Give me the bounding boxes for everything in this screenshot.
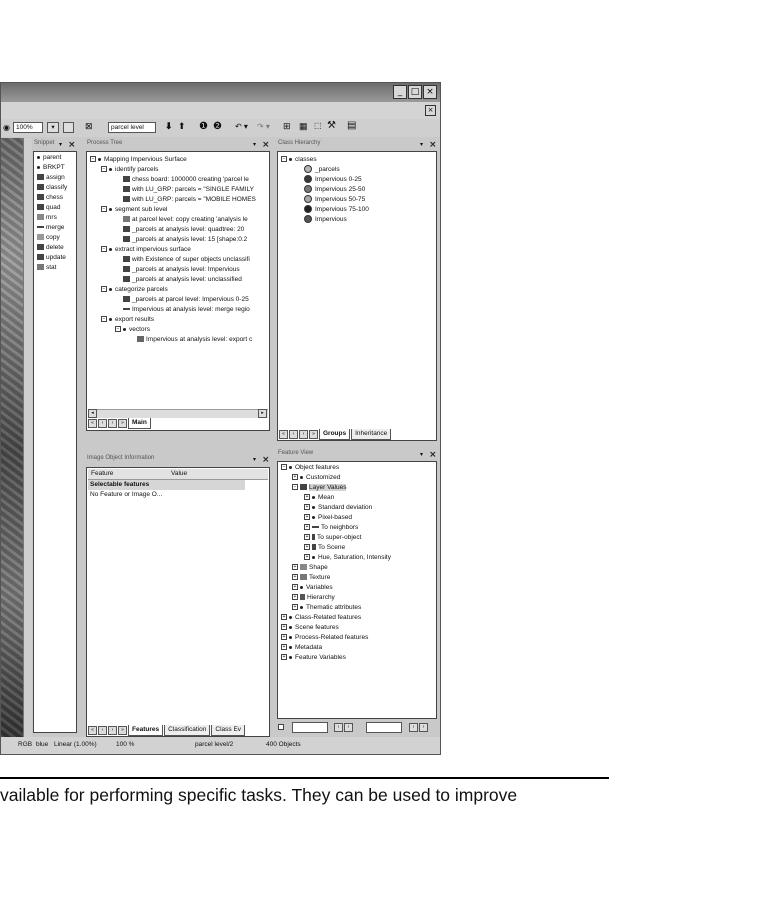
tab-classification[interactable]: Classification xyxy=(164,725,210,736)
class-hierarchy-close-icon[interactable]: × xyxy=(429,140,437,150)
image-view-scrollbar[interactable] xyxy=(23,138,32,738)
tree-node[interactable]: − identify parcels xyxy=(102,166,159,173)
caption-text: vailable for performing specific tasks. They can be used to improve xyxy=(0,785,518,805)
feature-view-close-icon[interactable]: × xyxy=(429,450,437,460)
snippet-item[interactable]: delete xyxy=(37,243,64,253)
status-zoom: 100 % xyxy=(116,741,135,748)
tree-node[interactable]: Impervious at analysis level: export c xyxy=(137,335,252,345)
class-color-swatch xyxy=(304,205,312,213)
feature-node[interactable]: + Standard deviation xyxy=(305,504,373,511)
feature-node[interactable]: + Texture xyxy=(293,574,331,581)
snippet-item[interactable]: update xyxy=(37,253,66,263)
next-tab-icon[interactable]: › xyxy=(299,430,308,439)
zoom-fit-icon[interactable] xyxy=(63,122,74,133)
class-hierarchy-tabs xyxy=(279,429,392,440)
process-tree-title: Process Tree xyxy=(87,140,123,146)
caption-rule xyxy=(0,777,609,779)
class-hierarchy-title: Class Hierarchy xyxy=(278,140,321,146)
tree-node[interactable]: with LU_GRP: parcels = "SINGLE FAMILY xyxy=(123,185,254,195)
next-tab-icon[interactable]: › xyxy=(108,419,117,428)
snippets-dropdown-icon[interactable]: ▾ xyxy=(59,142,63,148)
checkbox[interactable] xyxy=(278,724,284,730)
tab-class-evaluation[interactable]: Class Ev xyxy=(211,725,245,736)
process-tree-dropdown-icon[interactable]: ▾ xyxy=(253,142,257,148)
zoom-icon[interactable]: ◉ xyxy=(3,123,10,132)
last-tab-icon[interactable]: » xyxy=(309,430,318,439)
last-tab-icon[interactable]: » xyxy=(118,726,127,735)
class-hierarchy-panel xyxy=(277,151,437,441)
snippet-item[interactable]: stat xyxy=(37,263,56,273)
snippet-item[interactable]: merge xyxy=(37,223,64,233)
snippet-item[interactable]: BRKPT xyxy=(37,163,65,173)
class-color-swatch xyxy=(304,215,312,223)
feature-view-footer xyxy=(278,721,438,733)
feature-node[interactable]: + Process-Related features xyxy=(282,634,369,641)
tree-node[interactable]: − categorize parcels xyxy=(102,286,168,293)
prev-tab-icon[interactable]: ‹ xyxy=(98,419,107,428)
feature-node[interactable]: + Feature Variables xyxy=(282,654,346,661)
arrow-up-icon[interactable]: ⬆ xyxy=(178,121,186,131)
class-item[interactable]: Impervious 75-100 xyxy=(304,205,369,215)
zoom-combo[interactable]: 100% xyxy=(13,122,43,133)
feature-node[interactable]: + Mean xyxy=(305,494,335,501)
tree-node[interactable]: Impervious at analysis level: merge regio xyxy=(123,305,250,315)
scroll-left-icon[interactable]: ◂ xyxy=(88,409,97,418)
chart-icon[interactable]: ▤ xyxy=(347,120,357,131)
info-alt-icon[interactable]: ❷ xyxy=(213,121,222,132)
tree-node[interactable]: _parcels at analysis level: quadtree: 20 xyxy=(123,225,244,235)
prev-tab-icon[interactable]: ‹ xyxy=(98,726,107,735)
image-object-info-panel xyxy=(86,467,270,737)
maximize-button[interactable]: □ xyxy=(408,85,422,99)
undo-icon[interactable]: ↶ ▾ xyxy=(235,122,248,131)
feature-node[interactable]: + To super-object xyxy=(305,534,362,541)
snippet-item[interactable]: classify xyxy=(37,183,67,193)
info-icon[interactable]: ❶ xyxy=(199,121,208,132)
application-window xyxy=(0,82,441,755)
tree-node[interactable]: _parcels at analysis level: unclassified xyxy=(123,275,242,285)
snippet-item[interactable]: parent xyxy=(37,153,61,163)
class-item[interactable]: _parcels xyxy=(304,165,340,175)
increment-icon[interactable]: › xyxy=(419,723,428,732)
image-object-info-title: Image Object Information xyxy=(87,455,155,461)
feature-node[interactable]: + To neighbors xyxy=(305,524,359,531)
redo-icon[interactable]: ↷ ▾ xyxy=(257,122,270,131)
selectable-features-row[interactable]: Selectable features xyxy=(88,480,245,490)
status-stretch: Linear (1.00%) xyxy=(54,741,97,748)
zoom-dropdown-icon[interactable]: ▾ xyxy=(47,122,59,133)
class-item[interactable]: Impervious 0-25 xyxy=(304,175,362,185)
prev-tab-icon[interactable]: ‹ xyxy=(289,430,298,439)
class-root[interactable]: − classes xyxy=(282,156,317,163)
process-tree-close-icon[interactable]: × xyxy=(262,140,270,150)
tools-icon[interactable]: ⚒ xyxy=(327,120,336,131)
class-color-swatch xyxy=(304,185,312,193)
image-object-info-dropdown-icon[interactable]: ▾ xyxy=(253,457,257,463)
range-min-input[interactable] xyxy=(292,722,328,733)
snippet-item[interactable]: copy xyxy=(37,233,60,243)
increment-icon[interactable]: › xyxy=(344,723,353,732)
feature-node[interactable]: + Variables xyxy=(293,584,333,591)
scroll-right-icon[interactable]: ▸ xyxy=(258,409,267,418)
feature-view-dropdown-icon[interactable]: ▾ xyxy=(420,452,424,458)
minimize-button[interactable]: _ xyxy=(393,85,407,99)
class-view-icon[interactable]: ▦ xyxy=(299,121,308,131)
tree-node[interactable]: _parcels at parcel level: Impervious 0-25 xyxy=(123,295,249,305)
status-channel: blue xyxy=(36,741,49,748)
class-color-swatch xyxy=(304,175,312,183)
feature-view-panel xyxy=(277,461,437,719)
next-tab-icon[interactable]: › xyxy=(108,726,117,735)
tree-node[interactable]: _parcels at analysis level: Impervious xyxy=(123,265,240,275)
class-hierarchy-dropdown-icon[interactable]: ▾ xyxy=(420,142,424,148)
feature-node[interactable]: − Object features xyxy=(282,464,340,471)
class-color-swatch xyxy=(304,195,312,203)
status-objects: 400 Objects xyxy=(266,741,301,748)
image-object-info-tabs xyxy=(88,725,246,736)
column-header-feature[interactable]: Feature xyxy=(91,470,114,477)
feature-node[interactable]: + To Scene xyxy=(305,544,346,551)
tree-node[interactable]: with LU_GRP: parcels = "MOBILE HOMES xyxy=(123,195,256,205)
menu-bar xyxy=(1,102,440,119)
tree-node[interactable]: − extract impervious surface xyxy=(102,246,191,253)
tree-node[interactable]: − vectors xyxy=(116,326,150,333)
column-header-value[interactable]: Value xyxy=(171,470,188,477)
close-button[interactable]: × xyxy=(423,85,437,99)
level-icon[interactable]: ⊠ xyxy=(85,121,93,131)
feature-node[interactable]: + Pixel-based xyxy=(305,514,352,521)
tree-node[interactable]: _parcels at analysis level: 15 [shape:0.2 xyxy=(123,235,247,245)
tree-node[interactable]: chess board: 1000000 creating 'parcel le xyxy=(123,175,249,185)
range-max-input[interactable] xyxy=(366,722,402,733)
tab-groups[interactable]: Groups xyxy=(319,429,350,440)
feature-node[interactable]: + Shape xyxy=(293,564,328,571)
snippet-item[interactable]: quad xyxy=(37,203,60,213)
feature-node[interactable]: − Layer Values xyxy=(293,484,347,491)
status-layers: RGB xyxy=(18,741,33,748)
tab-inheritance[interactable]: Inheritance xyxy=(351,429,391,440)
feature-node[interactable]: + Customized xyxy=(293,474,341,481)
snippets-title: Snippet xyxy=(34,140,55,146)
feature-node[interactable]: + Hue, Saturation, Intensity xyxy=(305,554,391,561)
decrement-icon[interactable]: ‹ xyxy=(409,723,418,732)
status-bar xyxy=(1,737,440,754)
info-grid-header xyxy=(88,469,268,480)
first-tab-icon[interactable]: « xyxy=(88,419,97,428)
feature-node[interactable]: + Hierarchy xyxy=(293,594,335,601)
mdi-close-button[interactable]: × xyxy=(425,105,436,116)
tree-view-icon[interactable]: ⊞ xyxy=(283,121,291,131)
toolbar xyxy=(1,119,440,137)
sample-icon[interactable]: ⬚ xyxy=(314,121,322,130)
snippets-panel xyxy=(33,151,77,733)
snippet-item[interactable]: assign xyxy=(37,173,65,183)
class-item[interactable]: Impervious 25-50 xyxy=(304,185,365,195)
last-tab-icon[interactable]: » xyxy=(118,419,127,428)
tab-features[interactable]: Features xyxy=(128,725,163,736)
process-tree-tabs xyxy=(88,418,152,429)
title-bar xyxy=(1,83,440,102)
first-tab-icon[interactable]: « xyxy=(88,726,97,735)
class-item[interactable]: Impervious 50-75 xyxy=(304,195,365,205)
process-tree-hscrollbar[interactable] xyxy=(88,409,268,418)
feature-view-title: Feature View xyxy=(278,450,314,456)
tree-node[interactable]: − segment sub level xyxy=(102,206,168,213)
tree-node[interactable]: at parcel level: copy creating 'analysis le xyxy=(123,215,248,225)
feature-node[interactable]: + Scene features xyxy=(282,624,339,631)
snippets-close-icon[interactable]: × xyxy=(68,140,76,150)
image-object-info-close-icon[interactable]: × xyxy=(262,455,270,465)
process-tree-panel xyxy=(86,151,270,431)
class-color-swatch xyxy=(304,165,312,173)
status-level: parcel level/2 xyxy=(195,741,234,748)
feature-node[interactable]: + Class-Related features xyxy=(282,614,362,621)
snippet-item[interactable]: chess xyxy=(37,193,63,203)
tree-node[interactable]: − export results xyxy=(102,316,155,323)
snippet-item[interactable]: mrs xyxy=(37,213,57,223)
first-tab-icon[interactable]: « xyxy=(279,430,288,439)
tree-node[interactable]: − Mapping Impervious Surface xyxy=(91,156,187,163)
feature-node[interactable]: + Metadata xyxy=(282,644,323,651)
level-select[interactable]: parcel level xyxy=(108,122,156,133)
no-feature-row: No Feature or Image O... xyxy=(90,491,163,498)
tree-node[interactable]: with Existence of super objects unclassifi xyxy=(123,255,250,265)
feature-node[interactable]: + Thematic attributes xyxy=(293,604,362,611)
tab-main[interactable]: Main xyxy=(128,418,151,429)
decrement-icon[interactable]: ‹ xyxy=(334,723,343,732)
class-item[interactable]: Impervious xyxy=(304,215,347,225)
arrow-down-icon[interactable]: ⬇ xyxy=(165,121,173,131)
